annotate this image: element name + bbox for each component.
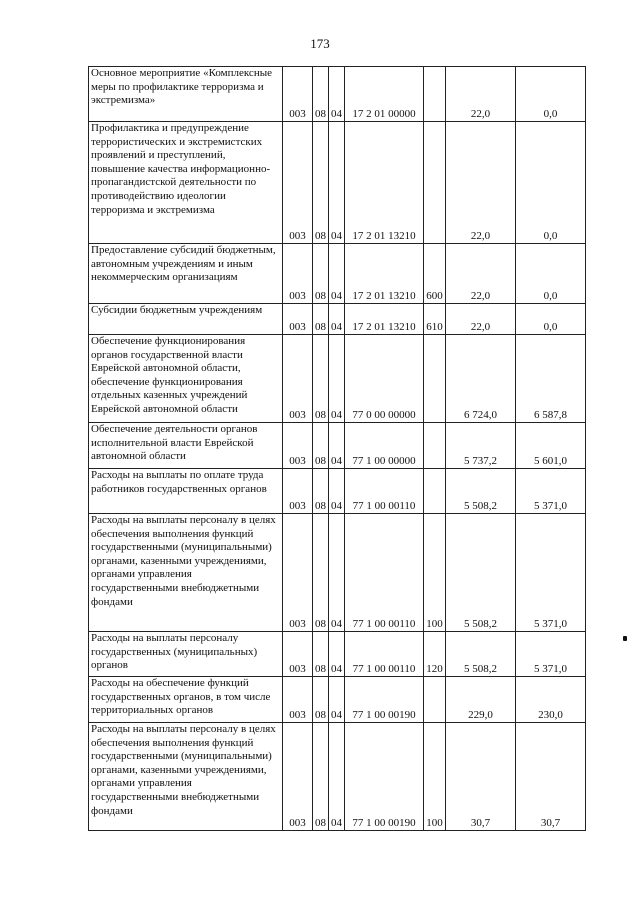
target-code: 17 2 01 13210 xyxy=(345,122,424,244)
subsection-code: 04 xyxy=(329,723,345,831)
section-code: 08 xyxy=(313,723,329,831)
admin-code: 003 xyxy=(283,514,313,632)
amount-2: 230,0 xyxy=(516,677,586,723)
amount-2: 5 371,0 xyxy=(516,514,586,632)
admin-code: 003 xyxy=(283,423,313,469)
table-row xyxy=(89,122,586,244)
subsection-code: 04 xyxy=(329,514,345,632)
amount-2: 0,0 xyxy=(516,67,586,122)
amount-1: 229,0 xyxy=(446,677,516,723)
amount-2: 6 587,8 xyxy=(516,335,586,423)
subsection-code: 04 xyxy=(329,423,345,469)
scan-mark xyxy=(623,636,627,641)
subsection-code: 04 xyxy=(329,677,345,723)
admin-code: 003 xyxy=(283,723,313,831)
section-code: 08 xyxy=(313,244,329,304)
admin-code: 003 xyxy=(283,304,313,335)
row-name: Обеспечение деятельности органов исполнительной власти Еврейской автономной области xyxy=(89,423,283,469)
amount-2: 5 601,0 xyxy=(516,423,586,469)
row-name: Расходы на выплаты по оплате труда работников государственных органов xyxy=(89,469,283,514)
target-code: 77 1 00 00190 xyxy=(345,723,424,831)
target-code: 77 1 00 00000 xyxy=(345,423,424,469)
section-code: 08 xyxy=(313,335,329,423)
row-name: Расходы на обеспечение функций государственных органов, в том числе территориальных органов xyxy=(89,677,283,723)
admin-code: 003 xyxy=(283,335,313,423)
row-name: Основное мероприятие «Комплексные меры по профилактике терроризма и экстремизма» xyxy=(89,67,283,122)
section-code: 08 xyxy=(313,423,329,469)
target-code: 77 0 00 00000 xyxy=(345,335,424,423)
subsection-code: 04 xyxy=(329,67,345,122)
amount-1: 22,0 xyxy=(446,67,516,122)
section-code: 08 xyxy=(313,469,329,514)
amount-2: 5 371,0 xyxy=(516,469,586,514)
target-code: 77 1 00 00110 xyxy=(345,632,424,677)
row-name: Расходы на выплаты персоналу государственных (муниципальных) органов xyxy=(89,632,283,677)
table-row xyxy=(89,335,586,423)
table-row xyxy=(89,723,586,831)
section-code: 08 xyxy=(313,632,329,677)
expense-type-code: 100 xyxy=(424,514,446,632)
admin-code: 003 xyxy=(283,677,313,723)
table-row xyxy=(89,677,586,723)
expense-type-code xyxy=(424,677,446,723)
row-name: Субсидии бюджетным учреждениям xyxy=(89,304,283,335)
amount-2: 0,0 xyxy=(516,304,586,335)
budget-table xyxy=(88,66,586,831)
target-code: 17 2 01 13210 xyxy=(345,304,424,335)
amount-2: 0,0 xyxy=(516,122,586,244)
expense-type-code xyxy=(424,122,446,244)
amount-1: 5 508,2 xyxy=(446,632,516,677)
expense-type-code xyxy=(424,67,446,122)
row-name: Расходы на выплаты персоналу в целях обеспечения выполнения функций государственными (муниципальными) органами, казенными учреждениями, органами управления государственными внебюджетными фондами xyxy=(89,514,283,632)
amount-1: 6 724,0 xyxy=(446,335,516,423)
page-number: 173 xyxy=(310,36,330,51)
expense-type-code: 600 xyxy=(424,244,446,304)
amount-2: 5 371,0 xyxy=(516,632,586,677)
amount-1: 5 508,2 xyxy=(446,514,516,632)
expense-type-code xyxy=(424,335,446,423)
admin-code: 003 xyxy=(283,122,313,244)
target-code: 77 1 00 00110 xyxy=(345,514,424,632)
row-name: Расходы на выплаты персоналу в целях обеспечения выполнения функций государственными (муниципальными) органами, казенными учреждениями, органами управления государственными внебюджетными фондами xyxy=(89,723,283,831)
target-code: 77 1 00 00110 xyxy=(345,469,424,514)
table-row xyxy=(89,304,586,335)
row-name: Обеспечение функционирования органов государственной власти Еврейской автономной области, обеспечение функционирования отдельных казенных учреждений Еврейской автономной области xyxy=(89,335,283,423)
amount-1: 30,7 xyxy=(446,723,516,831)
table-row xyxy=(89,469,586,514)
admin-code: 003 xyxy=(283,632,313,677)
admin-code: 003 xyxy=(283,244,313,304)
target-code: 17 2 01 00000 xyxy=(345,67,424,122)
amount-1: 5 508,2 xyxy=(446,469,516,514)
subsection-code: 04 xyxy=(329,469,345,514)
expense-type-code: 610 xyxy=(424,304,446,335)
amount-1: 22,0 xyxy=(446,244,516,304)
admin-code: 003 xyxy=(283,67,313,122)
expense-type-code xyxy=(424,469,446,514)
table-row xyxy=(89,423,586,469)
section-code: 08 xyxy=(313,304,329,335)
target-code: 17 2 01 13210 xyxy=(345,244,424,304)
table-row xyxy=(89,632,586,677)
row-name: Предоставление субсидий бюджетным, автономным учреждениям и иным некоммерческим организациям xyxy=(89,244,283,304)
amount-2: 30,7 xyxy=(516,723,586,831)
table-row xyxy=(89,514,586,632)
row-name: Профилактика и предупреждение террористических и экстремистских проявлений и преступлений, повышение качества информационно-пропагандистской деятельности по противодействию идеологии терроризма и экстремизма xyxy=(89,122,283,244)
section-code: 08 xyxy=(313,514,329,632)
amount-2: 0,0 xyxy=(516,244,586,304)
subsection-code: 04 xyxy=(329,632,345,677)
expense-type-code: 100 xyxy=(424,723,446,831)
section-code: 08 xyxy=(313,122,329,244)
section-code: 08 xyxy=(313,67,329,122)
admin-code: 003 xyxy=(283,469,313,514)
subsection-code: 04 xyxy=(329,122,345,244)
subsection-code: 04 xyxy=(329,335,345,423)
subsection-code: 04 xyxy=(329,244,345,304)
amount-1: 22,0 xyxy=(446,304,516,335)
table-row xyxy=(89,244,586,304)
subsection-code: 04 xyxy=(329,304,345,335)
amount-1: 5 737,2 xyxy=(446,423,516,469)
expense-type-code xyxy=(424,423,446,469)
section-code: 08 xyxy=(313,677,329,723)
table-row xyxy=(89,67,586,122)
amount-1: 22,0 xyxy=(446,122,516,244)
expense-type-code: 120 xyxy=(424,632,446,677)
target-code: 77 1 00 00190 xyxy=(345,677,424,723)
